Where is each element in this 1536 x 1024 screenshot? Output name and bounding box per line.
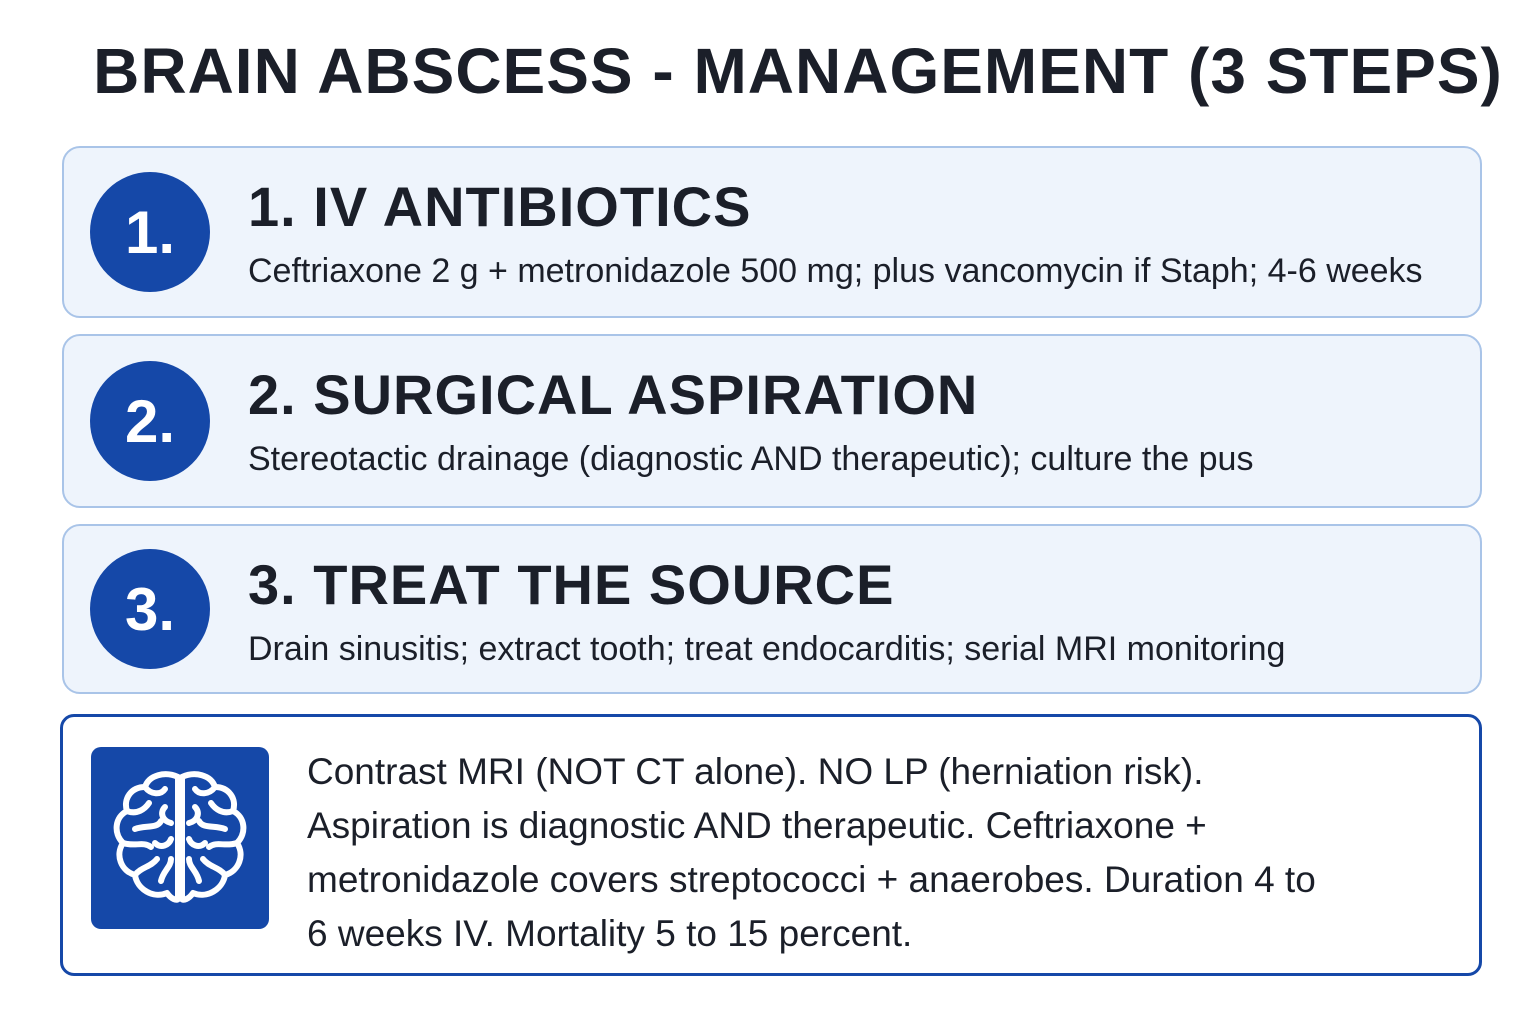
step-detail: Stereotactic drainage (diagnostic AND therapeutic); culture the pus [248, 440, 1254, 478]
step-heading: 2. SURGICAL ASPIRATION [248, 363, 979, 426]
key-points-text: Contrast MRI (NOT CT alone). NO LP (herniation risk). Aspiration is diagnostic AND therapeutic. Ceftriaxone + metronidazole covers streptococci + anaerobes. Duration 4 to 6 weeks IV. Mortality 5 to 15 percent. [307, 751, 1316, 954]
step-number-badge: 2. [90, 361, 210, 481]
brain-icon [91, 747, 269, 929]
step-card-iv-antibiotics [62, 146, 1482, 318]
step-card-treat-source [62, 524, 1482, 694]
step-heading: 1. IV ANTIBIOTICS [248, 175, 752, 238]
step-number-badge: 1. [90, 172, 210, 292]
step-heading: 3. TREAT THE SOURCE [248, 553, 895, 616]
step-card-surgical-aspiration [62, 334, 1482, 508]
step-detail: Drain sinusitis; extract tooth; treat endocarditis; serial MRI monitoring [248, 630, 1286, 668]
key-points-note [60, 714, 1482, 976]
step-number-badge: 3. [90, 549, 210, 669]
page-title: BRAIN ABSCESS - MANAGEMENT (3 STEPS) [93, 35, 1503, 107]
step-detail: Ceftriaxone 2 g + metronidazole 500 mg; plus vancomycin if Staph; 4-6 weeks [248, 252, 1423, 290]
